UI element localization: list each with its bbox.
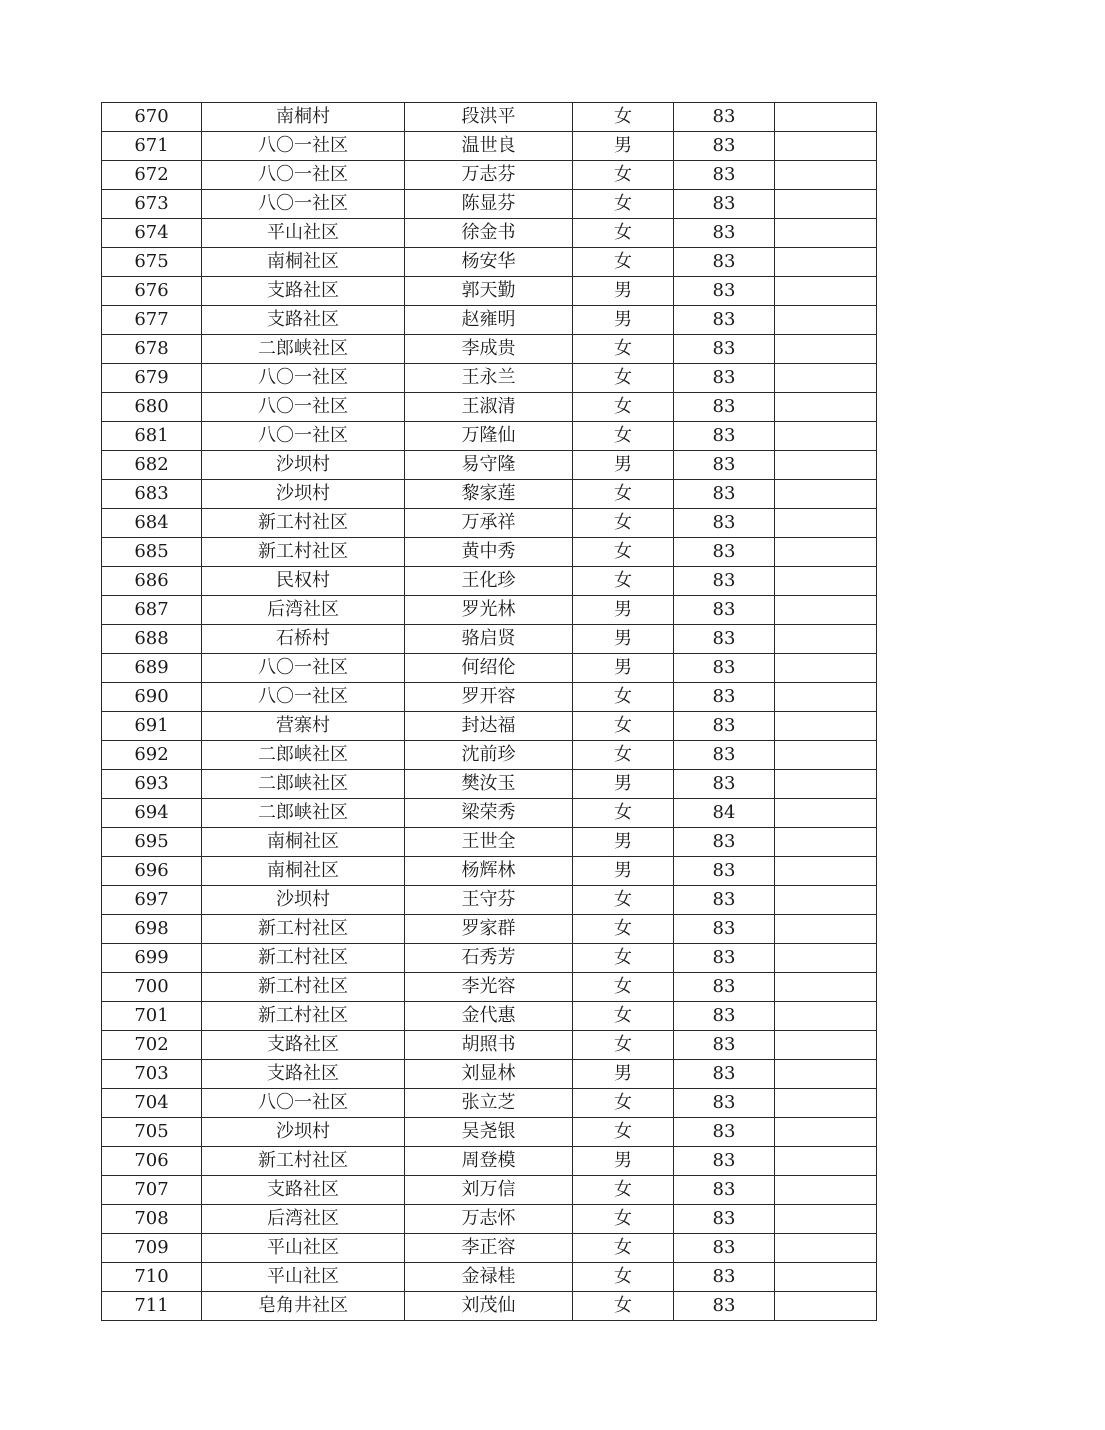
table-row	[102, 973, 877, 1002]
person-name-cell: 梁荣秀	[405, 799, 573, 828]
note-cell	[775, 161, 877, 190]
row-number-cell: 680	[102, 393, 202, 422]
table-row	[102, 799, 877, 828]
community-cell: 沙坝村	[202, 886, 405, 915]
community-cell: 新工村社区	[202, 538, 405, 567]
note-cell	[775, 422, 877, 451]
person-name-cell: 王世全	[405, 828, 573, 857]
table-row	[102, 915, 877, 944]
age-cell: 83	[674, 1176, 775, 1205]
age-cell: 83	[674, 335, 775, 364]
note-cell	[775, 799, 877, 828]
table-row	[102, 451, 877, 480]
community-cell: 南桐社区	[202, 828, 405, 857]
table-row	[102, 1205, 877, 1234]
note-cell	[775, 335, 877, 364]
person-name-cell: 段洪平	[405, 103, 573, 132]
age-cell: 83	[674, 538, 775, 567]
note-cell	[775, 132, 877, 161]
table-row	[102, 1031, 877, 1060]
person-name-cell: 胡照书	[405, 1031, 573, 1060]
person-name-cell: 王永兰	[405, 364, 573, 393]
note-cell	[775, 683, 877, 712]
table-row	[102, 828, 877, 857]
table-row	[102, 1002, 877, 1031]
row-number-cell: 671	[102, 132, 202, 161]
row-number-cell: 702	[102, 1031, 202, 1060]
row-number-cell: 684	[102, 509, 202, 538]
age-cell: 83	[674, 161, 775, 190]
person-name-cell: 万隆仙	[405, 422, 573, 451]
table-row	[102, 364, 877, 393]
sex-cell: 男	[573, 828, 674, 857]
sex-cell: 男	[573, 1147, 674, 1176]
note-cell	[775, 190, 877, 219]
table-row	[102, 132, 877, 161]
note-cell	[775, 625, 877, 654]
sex-cell: 女	[573, 915, 674, 944]
age-cell: 84	[674, 799, 775, 828]
row-number-cell: 681	[102, 422, 202, 451]
note-cell	[775, 248, 877, 277]
sex-cell: 男	[573, 625, 674, 654]
age-cell: 83	[674, 1002, 775, 1031]
community-cell: 南桐社区	[202, 248, 405, 277]
note-cell	[775, 393, 877, 422]
person-name-cell: 黄中秀	[405, 538, 573, 567]
row-number-cell: 700	[102, 973, 202, 1002]
row-number-cell: 703	[102, 1060, 202, 1089]
community-cell: 皂角井社区	[202, 1292, 405, 1321]
sex-cell: 女	[573, 1292, 674, 1321]
table-row	[102, 103, 877, 132]
table-row	[102, 1263, 877, 1292]
person-name-cell: 罗家群	[405, 915, 573, 944]
sex-cell: 女	[573, 712, 674, 741]
person-name-cell: 杨辉林	[405, 857, 573, 886]
note-cell	[775, 741, 877, 770]
note-cell	[775, 1176, 877, 1205]
table-row	[102, 509, 877, 538]
note-cell	[775, 857, 877, 886]
person-name-cell: 李正容	[405, 1234, 573, 1263]
sex-cell: 女	[573, 973, 674, 1002]
age-cell: 83	[674, 248, 775, 277]
note-cell	[775, 509, 877, 538]
row-number-cell: 691	[102, 712, 202, 741]
person-name-cell: 陈显芬	[405, 190, 573, 219]
sex-cell: 男	[573, 132, 674, 161]
note-cell	[775, 712, 877, 741]
community-cell: 营寨村	[202, 712, 405, 741]
age-cell: 83	[674, 596, 775, 625]
table-row	[102, 712, 877, 741]
table-row	[102, 393, 877, 422]
sex-cell: 女	[573, 364, 674, 393]
sex-cell: 女	[573, 248, 674, 277]
age-cell: 83	[674, 683, 775, 712]
row-number-cell: 706	[102, 1147, 202, 1176]
community-cell: 支路社区	[202, 277, 405, 306]
row-number-cell: 676	[102, 277, 202, 306]
note-cell	[775, 538, 877, 567]
row-number-cell: 710	[102, 1263, 202, 1292]
roster-table	[101, 102, 877, 1321]
person-name-cell: 金禄桂	[405, 1263, 573, 1292]
person-name-cell: 赵雍明	[405, 306, 573, 335]
table-row	[102, 1118, 877, 1147]
person-name-cell: 封达福	[405, 712, 573, 741]
note-cell	[775, 1234, 877, 1263]
age-cell: 83	[674, 1205, 775, 1234]
sex-cell: 女	[573, 1205, 674, 1234]
sex-cell: 男	[573, 654, 674, 683]
note-cell	[775, 1002, 877, 1031]
person-name-cell: 张立芝	[405, 1089, 573, 1118]
note-cell	[775, 277, 877, 306]
person-name-cell: 万志怀	[405, 1205, 573, 1234]
table-row	[102, 277, 877, 306]
age-cell: 83	[674, 1031, 775, 1060]
community-cell: 二郎峡社区	[202, 770, 405, 799]
sex-cell: 女	[573, 567, 674, 596]
note-cell	[775, 1292, 877, 1321]
community-cell: 民权村	[202, 567, 405, 596]
community-cell: 沙坝村	[202, 451, 405, 480]
community-cell: 二郎峡社区	[202, 741, 405, 770]
age-cell: 83	[674, 1263, 775, 1292]
sex-cell: 男	[573, 857, 674, 886]
age-cell: 83	[674, 509, 775, 538]
community-cell: 支路社区	[202, 1031, 405, 1060]
sex-cell: 女	[573, 219, 674, 248]
sex-cell: 男	[573, 1060, 674, 1089]
community-cell: 八〇一社区	[202, 1089, 405, 1118]
age-cell: 83	[674, 277, 775, 306]
age-cell: 83	[674, 451, 775, 480]
table-row	[102, 1089, 877, 1118]
person-name-cell: 李成贵	[405, 335, 573, 364]
community-cell: 沙坝村	[202, 480, 405, 509]
age-cell: 83	[674, 944, 775, 973]
age-cell: 83	[674, 219, 775, 248]
sex-cell: 男	[573, 451, 674, 480]
note-cell	[775, 1118, 877, 1147]
row-number-cell: 696	[102, 857, 202, 886]
age-cell: 83	[674, 567, 775, 596]
person-name-cell: 樊汝玉	[405, 770, 573, 799]
row-number-cell: 690	[102, 683, 202, 712]
row-number-cell: 699	[102, 944, 202, 973]
row-number-cell: 678	[102, 335, 202, 364]
community-cell: 二郎峡社区	[202, 799, 405, 828]
table-row	[102, 596, 877, 625]
table-row	[102, 857, 877, 886]
person-name-cell: 刘显林	[405, 1060, 573, 1089]
community-cell: 新工村社区	[202, 944, 405, 973]
sex-cell: 女	[573, 741, 674, 770]
note-cell	[775, 306, 877, 335]
community-cell: 南桐社区	[202, 857, 405, 886]
community-cell: 二郎峡社区	[202, 335, 405, 364]
age-cell: 83	[674, 1292, 775, 1321]
table-row	[102, 944, 877, 973]
row-number-cell: 695	[102, 828, 202, 857]
person-name-cell: 沈前珍	[405, 741, 573, 770]
sex-cell: 女	[573, 335, 674, 364]
row-number-cell: 707	[102, 1176, 202, 1205]
sex-cell: 女	[573, 480, 674, 509]
row-number-cell: 679	[102, 364, 202, 393]
note-cell	[775, 567, 877, 596]
row-number-cell: 692	[102, 741, 202, 770]
note-cell	[775, 944, 877, 973]
community-cell: 八〇一社区	[202, 393, 405, 422]
community-cell: 平山社区	[202, 219, 405, 248]
community-cell: 八〇一社区	[202, 132, 405, 161]
age-cell: 83	[674, 741, 775, 770]
age-cell: 83	[674, 190, 775, 219]
age-cell: 83	[674, 770, 775, 799]
community-cell: 沙坝村	[202, 1118, 405, 1147]
age-cell: 83	[674, 625, 775, 654]
sex-cell: 女	[573, 1263, 674, 1292]
age-cell: 83	[674, 306, 775, 335]
person-name-cell: 徐金书	[405, 219, 573, 248]
person-name-cell: 王淑清	[405, 393, 573, 422]
table-row	[102, 654, 877, 683]
person-name-cell: 黎家莲	[405, 480, 573, 509]
table-row	[102, 741, 877, 770]
age-cell: 83	[674, 712, 775, 741]
row-number-cell: 711	[102, 1292, 202, 1321]
table-row	[102, 1176, 877, 1205]
community-cell: 后湾社区	[202, 1205, 405, 1234]
sex-cell: 女	[573, 886, 674, 915]
row-number-cell: 686	[102, 567, 202, 596]
sex-cell: 男	[573, 596, 674, 625]
note-cell	[775, 596, 877, 625]
community-cell: 新工村社区	[202, 973, 405, 1002]
person-name-cell: 万承祥	[405, 509, 573, 538]
table-row	[102, 625, 877, 654]
sex-cell: 女	[573, 509, 674, 538]
row-number-cell: 704	[102, 1089, 202, 1118]
age-cell: 83	[674, 1118, 775, 1147]
age-cell: 83	[674, 886, 775, 915]
sex-cell: 男	[573, 277, 674, 306]
row-number-cell: 683	[102, 480, 202, 509]
table-row	[102, 1292, 877, 1321]
note-cell	[775, 103, 877, 132]
table-row	[102, 190, 877, 219]
table-row	[102, 335, 877, 364]
person-name-cell: 罗开容	[405, 683, 573, 712]
community-cell: 支路社区	[202, 306, 405, 335]
row-number-cell: 705	[102, 1118, 202, 1147]
note-cell	[775, 770, 877, 799]
person-name-cell: 王化珍	[405, 567, 573, 596]
person-name-cell: 吴尧银	[405, 1118, 573, 1147]
table-row	[102, 886, 877, 915]
age-cell: 83	[674, 857, 775, 886]
age-cell: 83	[674, 103, 775, 132]
sex-cell: 女	[573, 799, 674, 828]
row-number-cell: 701	[102, 1002, 202, 1031]
table-row	[102, 306, 877, 335]
age-cell: 83	[674, 132, 775, 161]
sex-cell: 女	[573, 683, 674, 712]
row-number-cell: 687	[102, 596, 202, 625]
community-cell: 石桥村	[202, 625, 405, 654]
age-cell: 83	[674, 364, 775, 393]
age-cell: 83	[674, 1234, 775, 1263]
note-cell	[775, 219, 877, 248]
roster-table-body	[102, 103, 877, 1321]
table-row	[102, 480, 877, 509]
note-cell	[775, 451, 877, 480]
note-cell	[775, 1089, 877, 1118]
row-number-cell: 693	[102, 770, 202, 799]
community-cell: 新工村社区	[202, 1147, 405, 1176]
community-cell: 八〇一社区	[202, 683, 405, 712]
sex-cell: 女	[573, 103, 674, 132]
sex-cell: 女	[573, 1176, 674, 1205]
person-name-cell: 石秀芳	[405, 944, 573, 973]
age-cell: 83	[674, 1089, 775, 1118]
sex-cell: 男	[573, 770, 674, 799]
age-cell: 83	[674, 915, 775, 944]
community-cell: 新工村社区	[202, 1002, 405, 1031]
age-cell: 83	[674, 422, 775, 451]
note-cell	[775, 654, 877, 683]
row-number-cell: 674	[102, 219, 202, 248]
row-number-cell: 682	[102, 451, 202, 480]
table-row	[102, 1234, 877, 1263]
person-name-cell: 罗光林	[405, 596, 573, 625]
table-row	[102, 683, 877, 712]
table-row	[102, 248, 877, 277]
community-cell: 八〇一社区	[202, 422, 405, 451]
community-cell: 南桐村	[202, 103, 405, 132]
person-name-cell: 李光容	[405, 973, 573, 1002]
note-cell	[775, 1031, 877, 1060]
community-cell: 新工村社区	[202, 915, 405, 944]
sex-cell: 女	[573, 944, 674, 973]
row-number-cell: 688	[102, 625, 202, 654]
community-cell: 支路社区	[202, 1176, 405, 1205]
community-cell: 八〇一社区	[202, 161, 405, 190]
row-number-cell: 673	[102, 190, 202, 219]
table-row	[102, 567, 877, 596]
person-name-cell: 刘茂仙	[405, 1292, 573, 1321]
age-cell: 83	[674, 973, 775, 1002]
person-name-cell: 金代惠	[405, 1002, 573, 1031]
person-name-cell: 骆启贤	[405, 625, 573, 654]
row-number-cell: 697	[102, 886, 202, 915]
note-cell	[775, 1060, 877, 1089]
community-cell: 八〇一社区	[202, 190, 405, 219]
table-row	[102, 1060, 877, 1089]
sex-cell: 女	[573, 190, 674, 219]
community-cell: 平山社区	[202, 1263, 405, 1292]
note-cell	[775, 1263, 877, 1292]
table-row	[102, 770, 877, 799]
row-number-cell: 694	[102, 799, 202, 828]
table-row	[102, 1147, 877, 1176]
note-cell	[775, 1205, 877, 1234]
person-name-cell: 万志芬	[405, 161, 573, 190]
sex-cell: 女	[573, 1234, 674, 1263]
age-cell: 83	[674, 828, 775, 857]
table-row	[102, 161, 877, 190]
age-cell: 83	[674, 393, 775, 422]
row-number-cell: 685	[102, 538, 202, 567]
community-cell: 新工村社区	[202, 509, 405, 538]
community-cell: 支路社区	[202, 1060, 405, 1089]
row-number-cell: 670	[102, 103, 202, 132]
community-cell: 八〇一社区	[202, 364, 405, 393]
sex-cell: 女	[573, 161, 674, 190]
row-number-cell: 709	[102, 1234, 202, 1263]
sex-cell: 女	[573, 1118, 674, 1147]
note-cell	[775, 973, 877, 1002]
person-name-cell: 易守隆	[405, 451, 573, 480]
sex-cell: 男	[573, 306, 674, 335]
sex-cell: 女	[573, 1031, 674, 1060]
note-cell	[775, 828, 877, 857]
note-cell	[775, 1147, 877, 1176]
community-cell: 八〇一社区	[202, 654, 405, 683]
row-number-cell: 675	[102, 248, 202, 277]
community-cell: 后湾社区	[202, 596, 405, 625]
sex-cell: 女	[573, 393, 674, 422]
age-cell: 83	[674, 654, 775, 683]
person-name-cell: 温世良	[405, 132, 573, 161]
row-number-cell: 677	[102, 306, 202, 335]
table-row	[102, 219, 877, 248]
community-cell: 平山社区	[202, 1234, 405, 1263]
person-name-cell: 刘万信	[405, 1176, 573, 1205]
note-cell	[775, 364, 877, 393]
person-name-cell: 周登模	[405, 1147, 573, 1176]
age-cell: 83	[674, 1060, 775, 1089]
row-number-cell: 698	[102, 915, 202, 944]
table-row	[102, 422, 877, 451]
note-cell	[775, 886, 877, 915]
person-name-cell: 何绍伦	[405, 654, 573, 683]
row-number-cell: 672	[102, 161, 202, 190]
sex-cell: 女	[573, 1089, 674, 1118]
person-name-cell: 郭天勤	[405, 277, 573, 306]
age-cell: 83	[674, 480, 775, 509]
note-cell	[775, 480, 877, 509]
person-name-cell: 杨安华	[405, 248, 573, 277]
sex-cell: 女	[573, 1002, 674, 1031]
sex-cell: 女	[573, 538, 674, 567]
row-number-cell: 708	[102, 1205, 202, 1234]
person-name-cell: 王守芬	[405, 886, 573, 915]
table-row	[102, 538, 877, 567]
sex-cell: 女	[573, 422, 674, 451]
row-number-cell: 689	[102, 654, 202, 683]
note-cell	[775, 915, 877, 944]
age-cell: 83	[674, 1147, 775, 1176]
